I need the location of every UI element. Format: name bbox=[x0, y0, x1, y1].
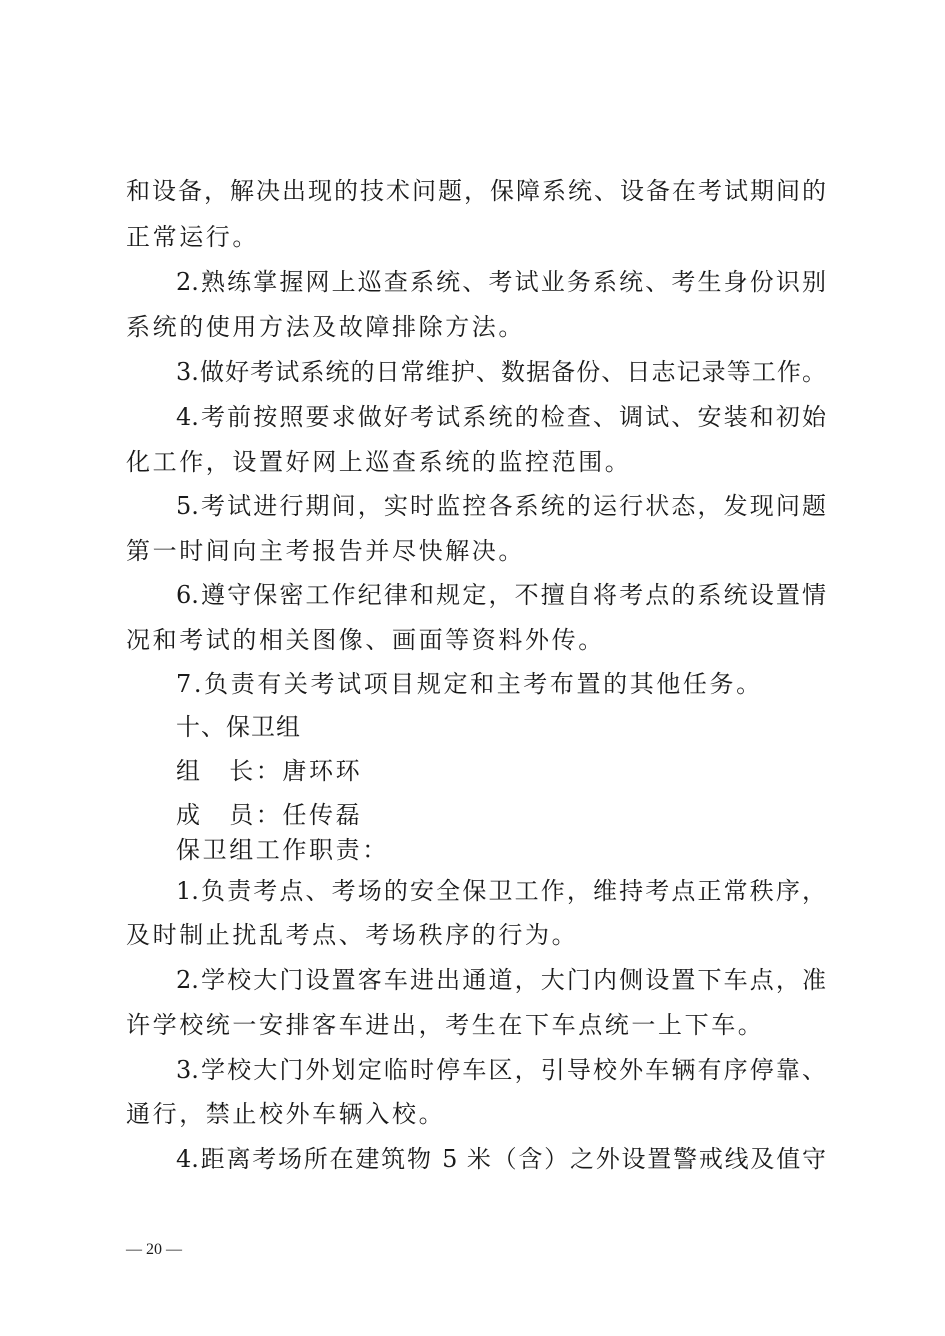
page-number: — 20 — bbox=[126, 1241, 182, 1258]
list-item-line: 4.考前按照要求做好考试系统的检查、调试、安装和初始 bbox=[176, 403, 826, 431]
list-item-line: 7.负责有关考试项目规定和主考布置的其他任务。 bbox=[176, 670, 763, 698]
body-line: 系统的使用方法及故障排除方法。 bbox=[126, 313, 525, 341]
list-item-line: 2.熟练掌握网上巡查系统、考试业务系统、考生身份识别 bbox=[176, 268, 826, 296]
section-heading: 十、保卫组 bbox=[176, 713, 301, 741]
body-line: 通行，禁止校外车辆入校。 bbox=[126, 1100, 446, 1128]
member-line: 成 员：任传磊 bbox=[176, 801, 363, 829]
body-line: 化工作，设置好网上巡查系统的监控范围。 bbox=[126, 448, 632, 476]
body-line: 和设备，解决出现的技术问题，保障系统、设备在考试期间的 bbox=[126, 177, 826, 205]
body-line: 况和考试的相关图像、画面等资料外传。 bbox=[126, 626, 605, 654]
body-line: 及时制止扰乱考点、考场秩序的行为。 bbox=[126, 921, 579, 949]
list-item-line: 3.学校大门外划定临时停车区，引导校外车辆有序停靠、 bbox=[176, 1056, 826, 1084]
body-line: 许学校统一安排客车进出，考生在下车点统一上下车。 bbox=[126, 1011, 765, 1039]
list-item-line: 2.学校大门设置客车进出通道，大门内侧设置下车点，准 bbox=[176, 966, 826, 994]
body-line: 第一时间向主考报告并尽快解决。 bbox=[126, 537, 525, 565]
list-item-line: 4.距离考场所在建筑物 5 米（含）之外设置警戒线及值守 bbox=[176, 1145, 826, 1173]
duties-title: 保卫组工作职责： bbox=[176, 836, 389, 864]
list-item-line: 3.做好考试系统的日常维护、数据备份、日志记录等工作。 bbox=[176, 358, 826, 386]
list-item-line: 1.负责考点、考场的安全保卫工作，维持考点正常秩序， bbox=[176, 877, 826, 905]
leader-line: 组 长：唐环环 bbox=[176, 757, 363, 785]
list-item-line: 5.考试进行期间，实时监控各系统的运行状态，发现问题 bbox=[176, 492, 826, 520]
list-item-line: 6.遵守保密工作纪律和规定，不擅自将考点的系统设置情 bbox=[176, 581, 826, 609]
body-line: 正常运行。 bbox=[126, 223, 259, 251]
